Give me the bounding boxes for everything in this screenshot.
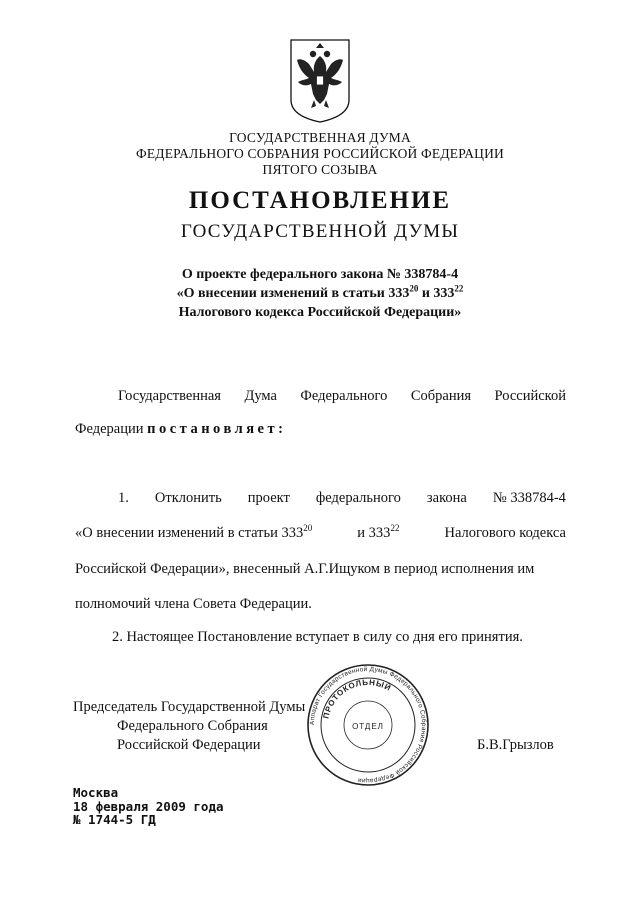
stamp-inner-text: ПРОТОКОЛЬНЫЙ bbox=[321, 677, 393, 720]
item1-word: проект bbox=[247, 490, 290, 506]
item1-word: Отклонить bbox=[154, 490, 222, 506]
subject-line1: О проекте федерального закона № 338784-4 bbox=[181, 267, 459, 282]
item1-word: № 338784-4 bbox=[492, 490, 566, 506]
preamble-line1 bbox=[118, 388, 566, 405]
footer-city: Москва bbox=[73, 785, 119, 800]
item1-line1 bbox=[118, 490, 566, 507]
signatory-name: Б.В.Грызлов bbox=[477, 737, 554, 753]
item1-line2-part-c: Налогового кодекса bbox=[444, 525, 566, 541]
stamp-center-text: ОТДЕЛ bbox=[352, 722, 384, 731]
org-name-line1: ГОСУДАРСТВЕННАЯ ДУМА bbox=[229, 130, 411, 145]
preamble-word: Государственная bbox=[118, 388, 221, 404]
signature-title-line2: Федерального Собрания bbox=[117, 718, 268, 734]
item1-sup1: 20 bbox=[303, 523, 313, 534]
item1-sup2: 22 bbox=[390, 523, 400, 534]
preamble-line2 bbox=[75, 421, 286, 438]
subject-line2-part-a: «О внесении изменений в статьи 333 bbox=[176, 286, 410, 301]
subject-sup2: 22 bbox=[454, 283, 464, 294]
item1-line2 bbox=[75, 525, 566, 542]
org-name-line2: ФЕДЕРАЛЬНОГО СОБРАНИЯ РОССИЙСКОЙ ФЕДЕРАЦИИ bbox=[136, 146, 504, 161]
item1-line2-part-b: и 333 bbox=[357, 525, 391, 541]
preamble-resolves: постановляет: bbox=[147, 421, 287, 437]
item2-text: 2. Настоящее Постановление вступает в силу со дня его принятия. bbox=[112, 629, 523, 645]
footer-date: 18 февраля 2009 года bbox=[73, 798, 224, 814]
subject-line2-part-b: и 333 bbox=[418, 286, 455, 301]
document-subject bbox=[0, 265, 640, 322]
subject-line3: Налогового кодекса Российской Федерации» bbox=[178, 305, 462, 320]
convocation: ПЯТОГО СОЗЫВА bbox=[262, 162, 378, 177]
item1-line2-left bbox=[75, 525, 312, 542]
signature-title-line3: Российской Федерации bbox=[117, 737, 261, 753]
document-subtitle: ГОСУДАРСТВЕННОЙ ДУМЫ bbox=[180, 221, 460, 242]
item1-line4: полномочий члена Совета Федерации. bbox=[75, 596, 312, 612]
subject-sup1: 20 bbox=[409, 283, 419, 294]
subject-line2 bbox=[0, 284, 640, 303]
item1-line3: Российской Федерации», внесенный А.Г.Ищуком в период исполнения им bbox=[75, 561, 535, 577]
official-stamp bbox=[304, 664, 432, 786]
item1-line2-part-a: «О внесении изменений в статьи 333 bbox=[75, 525, 304, 541]
document-title: ПОСТАНОВЛЕНИЕ bbox=[188, 187, 452, 214]
item1-word: федерального bbox=[315, 490, 401, 506]
signature-title-line1: Председатель Государственной Думы bbox=[73, 699, 306, 715]
preamble-federation: Федерации bbox=[75, 421, 148, 437]
coat-of-arms-icon bbox=[289, 38, 351, 124]
document-footer bbox=[73, 786, 224, 827]
stamp-outer-text: Аппарат Государственной Думы Федерального Собрания Российской Федерации bbox=[308, 665, 428, 785]
footer-number: № 1744-5 ГД bbox=[73, 812, 156, 827]
item1-word: 1. bbox=[118, 490, 129, 506]
preamble-word: Российской bbox=[494, 388, 566, 404]
preamble-word: Федерального bbox=[300, 388, 388, 404]
item1-word: закона bbox=[426, 490, 467, 506]
item1-line2-mid bbox=[357, 525, 399, 542]
preamble-word: Собрания bbox=[410, 388, 472, 404]
preamble-word: Дума bbox=[244, 388, 277, 404]
